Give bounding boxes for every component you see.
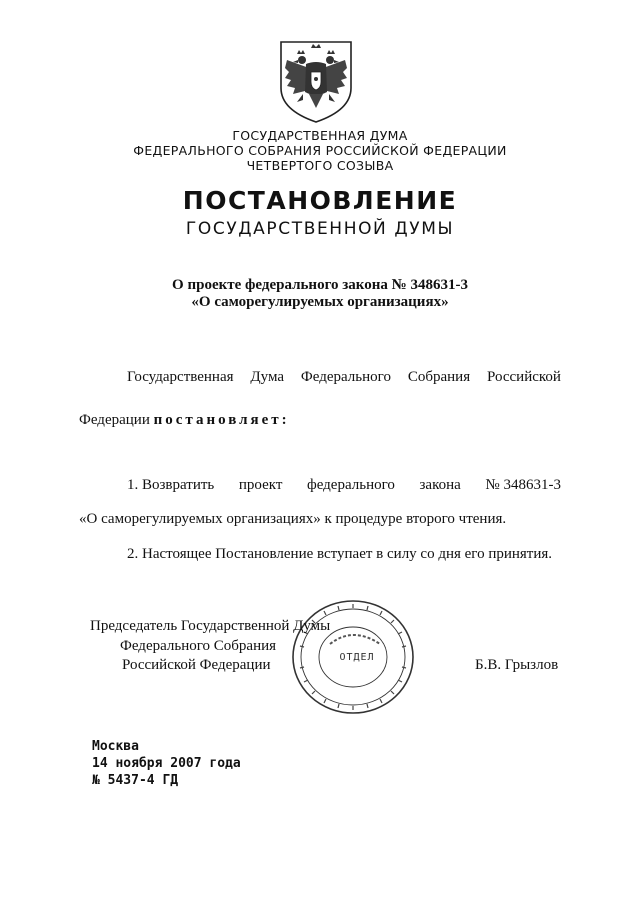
footer-date: 14 ноября 2007 года (92, 756, 241, 771)
preamble-word: Федерального (300, 369, 391, 385)
preamble-word: Государственная (127, 369, 234, 385)
item-1-line-2: «О саморегулируемых организациях» к процедуре второго чтения. (79, 511, 507, 527)
signatory-title-line-1: Председатель Государственной Думы (90, 618, 331, 634)
footer-city: Москва (92, 739, 139, 754)
footer-block (92, 738, 241, 789)
item-1-word: федерального (307, 477, 395, 493)
stamp-center-text: ОТДЕЛ (339, 652, 375, 663)
footer-number: № 5437-4 ГД (92, 773, 179, 788)
state-emblem (273, 38, 359, 124)
subject-line-2: «О саморегулируемых организациях» (191, 294, 449, 310)
signatory-name: Б.В. Грызлов (475, 657, 559, 673)
item-1-line-1 (127, 477, 561, 494)
subject-block (0, 277, 640, 311)
item-2: 2. Настоящее Постановление вступает в силу со дня его принятия. (127, 546, 553, 562)
document-type: ПОСТАНОВЛЕНИЕ (182, 186, 458, 215)
preamble-line-2-start: Федерации (79, 412, 150, 428)
preamble-line-2 (79, 412, 290, 429)
issuer-line-1: ГОСУДАРСТВЕННАЯ ДУМА (232, 128, 408, 143)
signatory-title-line-3: Российской Федерации (122, 657, 271, 673)
item-1-word: проект (238, 477, 283, 493)
issuer-line-3: ЧЕТВЕРТОГО СОЗЫВА (246, 158, 394, 173)
preamble-line-1 (127, 369, 561, 386)
double-headed-eagle-emblem-icon (273, 38, 359, 124)
item-1-word: № 348631-3 (485, 477, 561, 493)
issuer-block (0, 128, 640, 173)
preamble-word: Дума (250, 369, 285, 385)
issuer-line-2: ФЕДЕРАЛЬНОГО СОБРАНИЯ РОССИЙСКОЙ ФЕДЕРАЦИИ (133, 143, 507, 158)
subject-line-1: О проекте федерального закона № 348631-3 (172, 277, 468, 293)
operative-verb: постановляет: (153, 412, 290, 428)
preamble-word: Собрания (407, 369, 471, 385)
item-1-word: закона (419, 477, 461, 493)
signatory-title-line-2: Федерального Собрания (120, 638, 277, 654)
preamble-word: Российской (487, 369, 561, 385)
item-1-word: 1. Возвратить (127, 477, 215, 493)
document-subtitle: ГОСУДАРСТВЕННОЙ ДУМЫ (185, 219, 455, 239)
